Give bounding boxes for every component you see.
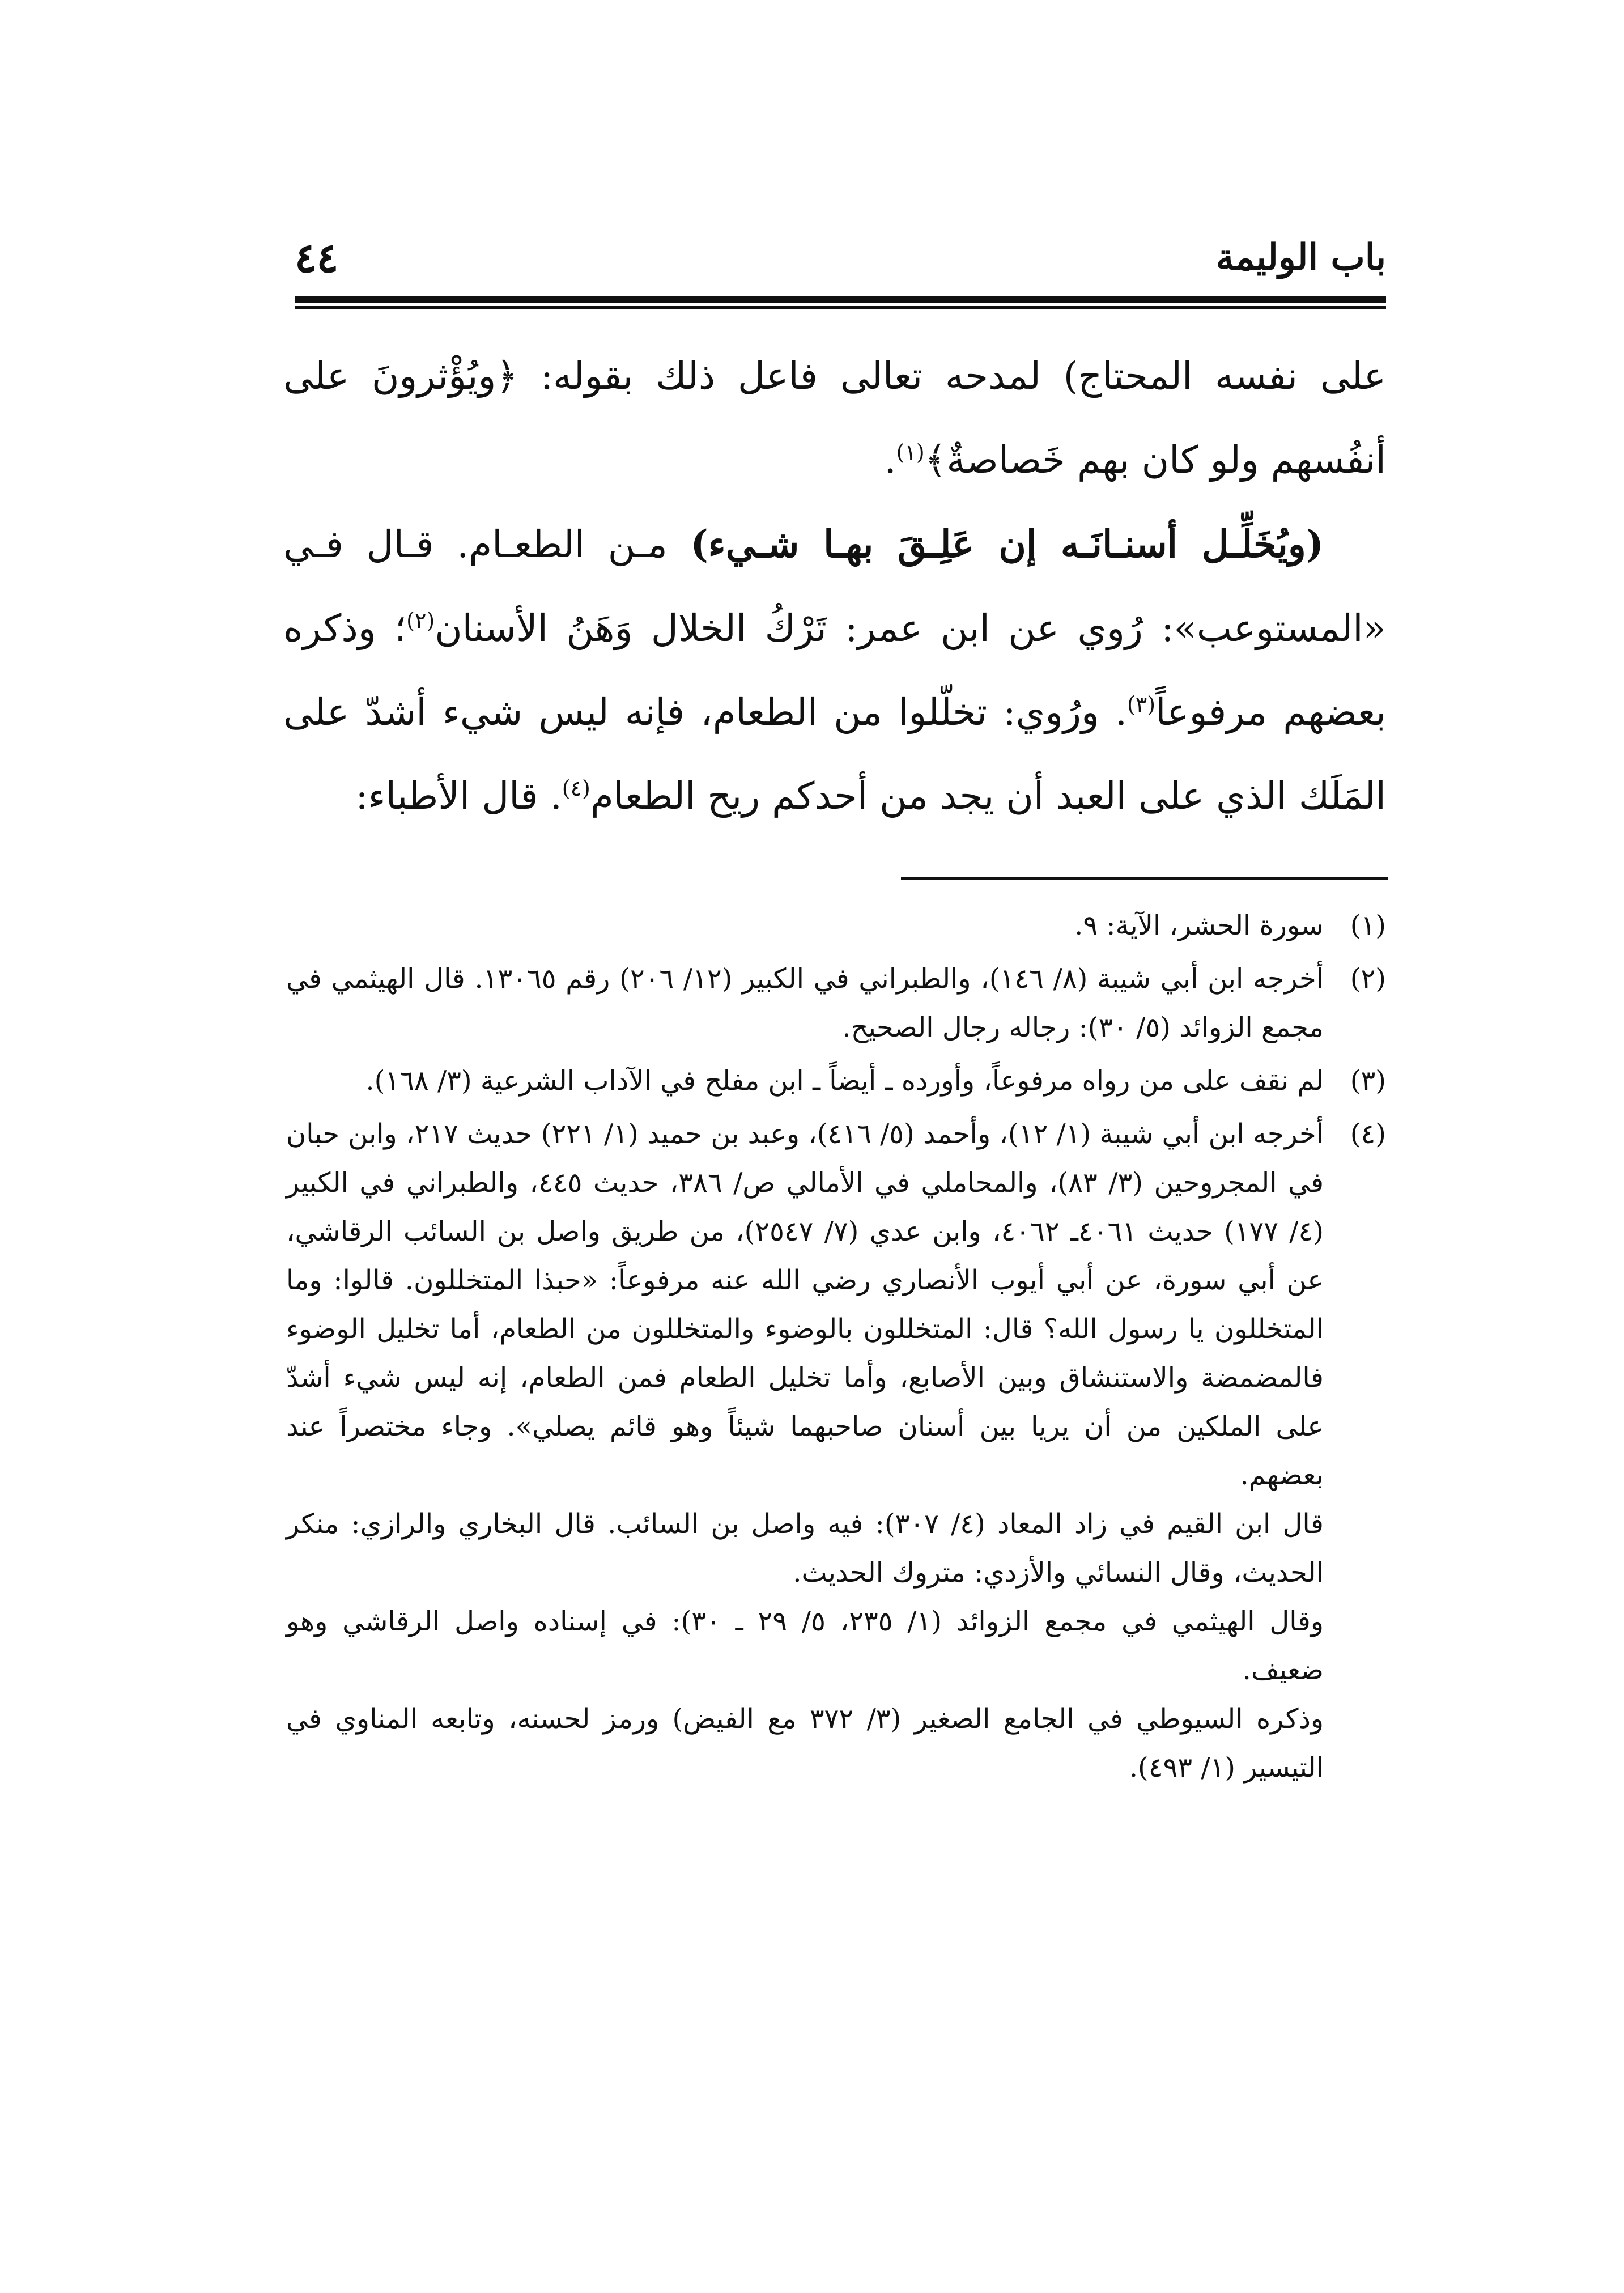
footnote-text: سورة الحشر، الآية: ٩. xyxy=(1074,910,1324,941)
chapter-title: باب الوليمة xyxy=(1215,236,1386,279)
footnote-2 xyxy=(286,954,1386,1052)
footnote-text: قال ابن القيم في زاد المعاد (٤/ ٣٠٧): فيه واصل بن السائب. قال البخاري والرازي: منكر الحديث، وقال النسائي والأزدي: متروك الحديث. xyxy=(286,1508,1324,1589)
footnote-number: (١) xyxy=(1350,910,1386,941)
footnotes xyxy=(286,901,1386,1797)
paragraph-1-text: على نفسه المحتاج) لمدحه تعالى فاعل ذلك بقوله: ﴿ويُؤْثرونَ على أنفُسهم ولو كان بهم خَصاصةٌ﴾ xyxy=(283,354,1386,482)
footnote-number: (٤) xyxy=(1350,1118,1386,1150)
footnote-number: (٢) xyxy=(1350,963,1386,995)
page-header xyxy=(295,230,1386,292)
footnote-separator xyxy=(901,877,1388,880)
footnote-ref-1[interactable]: (١) xyxy=(896,440,925,465)
page-number: ٤٤ xyxy=(295,233,339,282)
main-text xyxy=(283,334,1386,838)
paragraph-2-text-d: . قال الأطباء: xyxy=(355,774,562,818)
footnote-ref-2[interactable]: (٢) xyxy=(406,608,435,633)
footnote-text: أخرجه ابن أبي شيبة (٨/ ١٤٦)، والطبراني في الكبير (١٢/ ٢٠٦) رقم ١٣٠٦٥. قال الهيثمي في مجمع الزوائد (٥/ ٣٠): رجاله رجال الصحيح. xyxy=(286,963,1324,1043)
footnote-text: وقال الهيثمي في مجمع الزوائد (١/ ٢٣٥، ٥/ ٢٩ ـ ٣٠): في إسناده واصل الرقاشي وهو ضعيف. xyxy=(286,1606,1324,1686)
footnote-4 xyxy=(286,1110,1386,1792)
footnote-ref-4[interactable]: (٤) xyxy=(562,776,590,801)
paragraph-2-text-b: ؛ وذكره بعضهم مرفوعاً xyxy=(283,606,1386,734)
footnote-3 xyxy=(286,1056,1386,1105)
footnote-text: لم نقف على من رواه مرفوعاً، وأورده ـ أيضاً ـ ابن مفلح في الآداب الشرعية (٣/ ١٦٨). xyxy=(365,1065,1324,1097)
footnote-ref-3[interactable]: (٣) xyxy=(1127,692,1156,717)
paragraph-2-text-c: . ورُوي: تخلّلوا من الطعام، فإنه ليس شيء أشدّ على المَلَك الذي على العبد أن يجد من أحدكم ريح الطعام xyxy=(283,690,1386,818)
header-rule xyxy=(295,296,1386,309)
paragraph-1-end: . xyxy=(884,438,896,482)
footnote-1 xyxy=(286,901,1386,950)
matn-phrase: (ويُخَلِّـل أسنـانَـه إن عَلِـقَ بهـا شـيء) xyxy=(690,522,1324,566)
paragraph-1 xyxy=(283,334,1386,502)
paragraph-2 xyxy=(283,502,1386,838)
paragraph-2-text-a: مـن الطعـام. قـال فـي «المستوعب»: رُوي عن ابن عمر: تَرْكُ الخلال وَهَنُ الأسنان xyxy=(283,523,1386,650)
footnote-text: أخرجه ابن أبي شيبة (١/ ١٢)، وأحمد (٥/ ٤١٦)، وعبد بن حميد (١/ ٢٢١) حديث ٢١٧، وابن حبان في المجروحين (٣/ ٨٣)، والمحاملي في الأمالي ص/ ٣٨٦، حديث ٤٤٥، والطبراني في الكبير (٤/ ١٧٧) حديث ٤٠٦١ـ ٤٠٦٢، وابن عدي (٧/ ٢٥٤٧)، من طريق واصل بن السائب الرقاشي، عن أبي سورة، عن أبي أيوب الأنصاري رضي الله عنه مرفوعاً: «حبذا المتخللون. قالوا: وما المتخللون يا رسول الله؟ قال: المتخللون بالوضوء والمتخللون من الطعام، أما تخليل الوضوء فالمضمضة والاستنشاق وبين الأصابع، وأما تخليل الطعام فمن الطعام، إنه ليس شيء أشدّ على الملكين من أن يريا بين أسنان صاحبهما شيئاً وهو قائم يصلي». وجاء مختصراً عند بعضهم. xyxy=(286,1118,1324,1491)
footnote-number: (٣) xyxy=(1350,1065,1386,1097)
footnote-text: وذكره السيوطي في الجامع الصغير (٣/ ٣٧٢ مع الفيض) ورمز لحسنه، وتابعه المناوي في التيسير (١/ ٤٩٣). xyxy=(286,1703,1324,1784)
